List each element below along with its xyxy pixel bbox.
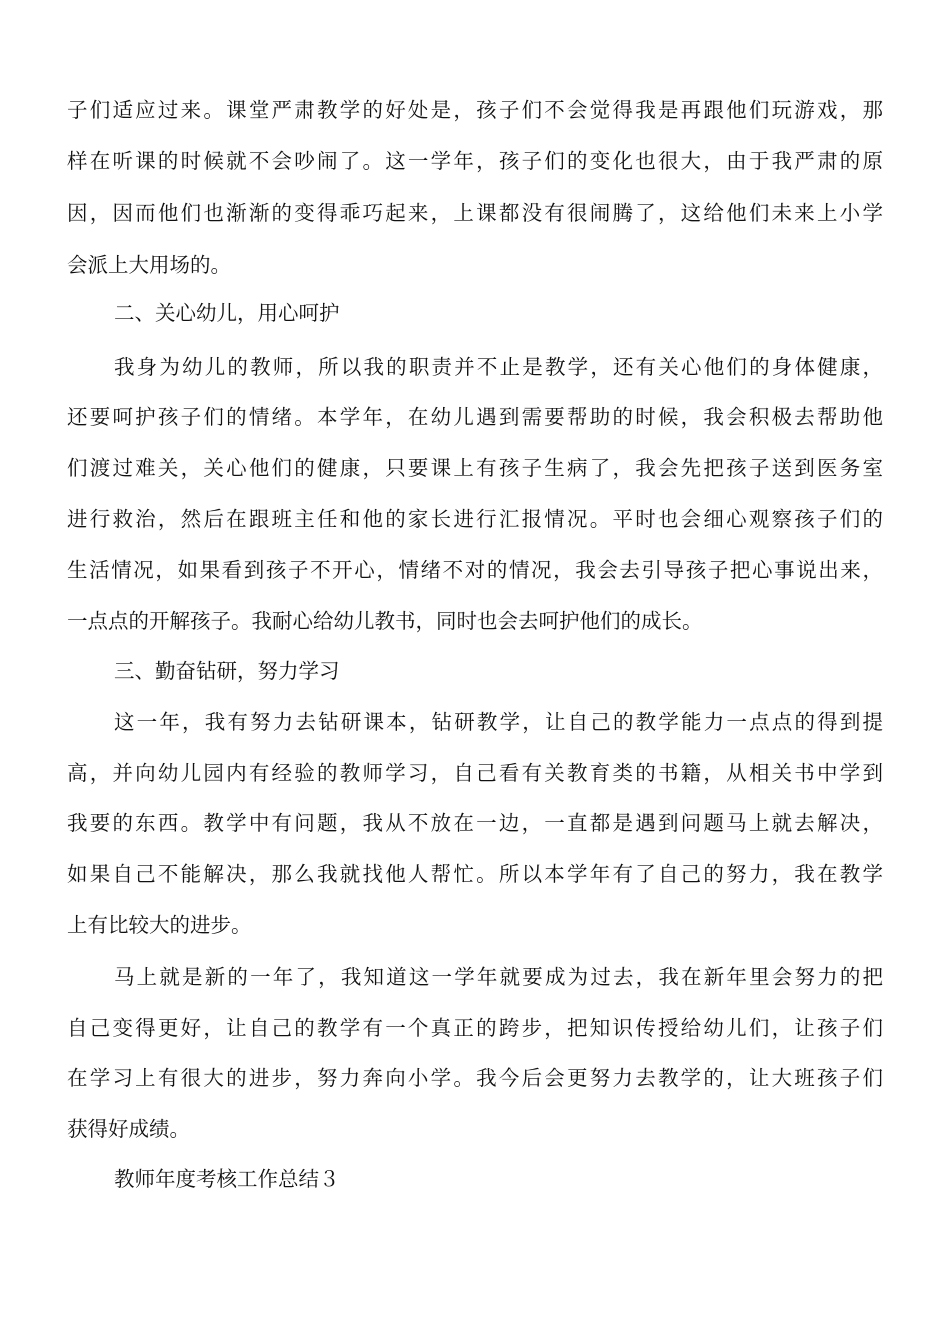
paragraph-line: 样在听课的时候就不会吵闹了。这一学年，孩子们的变化也很大，由于我严肃的原 [67,149,883,173]
paragraph-line: 自己变得更好，让自己的教学有一个真正的跨步，把知识传授给幼儿们，让孩子们 [67,1016,883,1040]
paragraph-line: 我身为幼儿的教师，所以我的职责并不止是教学，还有关心他们的身体健康， [114,355,883,379]
section-heading: 二、关心幼儿，用心呵护 [114,301,340,325]
paragraph-line: 一点点的开解孩子。我耐心给幼儿教书，同时也会去呵护他们的成长。 [67,609,703,633]
paragraph-line: 在学习上有很大的进步，努力奔向小学。我今后会更努力去教学的，让大班孩子们 [67,1066,883,1090]
paragraph-line: 还要呵护孩子们的情绪。本学年，在幼儿遇到需要帮助的时候，我会积极去帮助他 [67,405,883,429]
paragraph-line: 这一年，我有努力去钻研课本，钻研教学，让自己的教学能力一点点的得到提 [114,710,883,734]
paragraph-line: 上有比较大的进步。 [67,913,252,937]
paragraph-line: 如果自己不能解决，那么我就找他人帮忙。所以本学年有了自己的努力，我在教学 [67,862,883,886]
paragraph-line: 高，并向幼儿园内有经验的教师学习，自己看有关教育类的书籍，从相关书中学到 [67,761,883,785]
paragraph-line: 因，因而他们也渐渐的变得乖巧起来，上课都没有很闹腾了，这给他们未来上小学 [67,201,883,225]
paragraph-line: 进行救治，然后在跟班主任和他的家长进行汇报情况。平时也会细心观察孩子们的 [67,507,883,531]
paragraph-line: 会派上大用场的。 [67,253,231,277]
paragraph-line: 获得好成绩。 [67,1117,190,1141]
paragraph-line: 我要的东西。教学中有问题，我从不放在一边，一直都是遇到问题马上就去解决， [67,811,883,835]
paragraph-line: 生活情况，如果看到孩子不开心，情绪不对的情况，我会去引导孩子把心事说出来， [67,558,883,582]
paragraph-line: 马上就是新的一年了，我知道这一学年就要成为过去，我在新年里会努力的把 [114,965,883,989]
paragraph-line: 子们适应过来。课堂严肃教学的好处是，孩子们不会觉得我是再跟他们玩游戏，那 [67,98,883,122]
paragraph-line: 们渡过难关，关心他们的健康，只要课上有孩子生病了，我会先把孩子送到医务室 [67,456,883,480]
section-title: 教师年度考核工作总结３ [114,1167,340,1191]
section-heading: 三、勤奋钻研，努力学习 [114,659,340,683]
